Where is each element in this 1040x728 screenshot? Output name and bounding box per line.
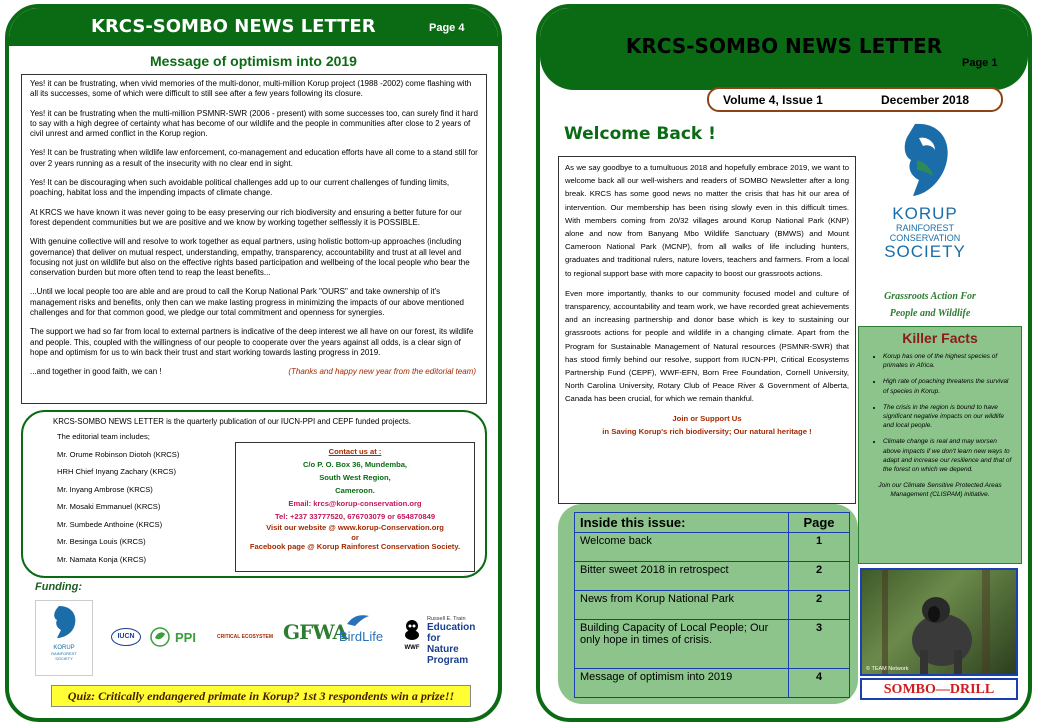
toc-row[interactable] [575, 590, 850, 619]
team-member: Mr. Mosaki Emmanuel (KRCS) [57, 502, 161, 511]
toc-page: 1 [789, 533, 850, 562]
toc-panel [558, 504, 858, 704]
toc-title[interactable]: Welcome back [575, 533, 789, 562]
toc-page: 4 [789, 669, 850, 698]
banner-title: KRCS-SOMBO NEWS LETTER [91, 16, 376, 37]
fact-item: • Climate change is real and may worsen above impacts if we don't learn new ways to adapt and increase our resilience and that of the forest on which we depend. [883, 437, 1015, 474]
info-line: KRCS-SOMBO NEWS LETTER is the quarterly publication of our IUCN-PPI and CEPF funded projects. [53, 417, 411, 426]
korup-logo [870, 120, 980, 290]
korup-small-sub: SOCIETY [55, 656, 73, 661]
fact-item: • The crisis in the region is bound to have significant negative impacts on our wildlife and local people. [883, 403, 1015, 431]
logo-conservation: CONSERVATION [889, 233, 961, 243]
leaf-icon [149, 626, 171, 648]
korup-face-icon [49, 604, 79, 640]
article-paragraph: The support we had so far from local to external partners is indicative of the deep interest we all have on our forest, its wildlife and people. This, coupled with the willingness of our people to cooperate over the years against all odds, is a clear sign of hope and optimism for us to win back their trust and start working towards lasting progress in 2019. [30, 327, 474, 357]
article-paragraph: Yes! it can be frustrating, when vivid memories of the multi-donor, multi-million Korup project (1988 -2002) come flashing with all its successes, some of which were difficult to still see after a few years following its closure. [30, 79, 472, 99]
closing-text: ...and together in good faith, we can ! [30, 367, 162, 377]
join-text: in Saving Korup's rich biodiversity; Our natural heritage ! [602, 426, 812, 436]
toc-title[interactable]: Building Capacity of Local People; Our only hope in times of crisis. [575, 619, 789, 668]
article-paragraph: Yes! It can be discouraging when such avoidable political challenges add up to our current challenges of funding limits, poaching, habitat loss and the impending impacts of climate change. [30, 178, 450, 198]
korup-face-icon [897, 120, 953, 200]
issue-date: December 2018 [881, 93, 970, 107]
iucn-text: IUCN [117, 633, 135, 640]
drill-monkey-icon [862, 570, 1018, 676]
photo-caption-box [860, 678, 1018, 700]
fact-item: • High rate of poaching threatens the survival of species in Korup. [883, 377, 1015, 395]
contact-tel: Tel: +237 33777520, 676703079 or 654870849 [274, 512, 436, 521]
korup-logo-small [35, 600, 93, 676]
wwf-logo [401, 618, 423, 651]
funding-label: Funding: [35, 581, 83, 593]
closing-line [30, 367, 478, 379]
logo-society: SOCIETY [884, 242, 966, 261]
toc-title[interactable]: Bitter sweet 2018 in retrospect [575, 561, 789, 590]
toc-page-heading: Page [789, 513, 850, 533]
toc-heading: Inside this issue: [575, 513, 789, 533]
train-logo [427, 616, 491, 666]
fact-item: • Korup has one of the highest species of primates in Africa. [883, 352, 1015, 370]
toc-row[interactable] [575, 669, 850, 698]
gfwa-logo: GFWA [283, 620, 347, 644]
quiz-banner [51, 685, 471, 707]
join-heading: Join or Support Us [672, 413, 742, 423]
article-paragraph: ...Until we local people too are able and are proud to call the Korup National Park "OURS" and take ownership of it's management risks and benefits, only then can we make lasting progress in minimizing the impacts of our above mentioned challenges and for that common good, we pledge our total commitment and openness for synergies. [30, 287, 465, 318]
page-one [536, 4, 1032, 722]
photo-credit: © TEAM Network [866, 666, 909, 672]
editorial-team [57, 432, 237, 572]
volume-text: Volume 4, Issue 1 [723, 93, 823, 107]
toc-row[interactable] [575, 533, 850, 562]
welcome-paragraph: As we say goodbye to a tumultuous 2018 and hopefully embrace 2019, we want to welcome back all our well-wishers and readers of SOMBO Newsletter after a long break. KRCS has some good news no matter the crisis that has hit our area of intervention. Our membership has been rising slowly even in this difficult times. With members coming from 20/32 villages around Korup National Park (KNP) alone and now from Banyang Mbo Wildlife Sanctuary (BMWS) and Mount Cameroon National Park (MCNP), from all walks of life including hunters, graduates and traditional rulers, nature lovers, teachers and farmers. From a local to regional support base with more capacity to boost our grassroots actions. [565, 163, 849, 278]
contact-facebook: Facebook page @ Korup Rainforest Conservation Society. [249, 542, 461, 551]
article-title: Message of optimism into 2019 [150, 53, 357, 69]
wwf-text: WWF [404, 645, 420, 651]
welcome-title: Welcome Back ! [564, 124, 716, 144]
team-member: HRH Chief Inyang Zachary (KRCS) [57, 467, 177, 476]
article-paragraph: At KRCS we have known it was never going to be easy preserving our rich biodiversity and ensuring a better future for our forest dependent communities but we are positive and we know by working together selflessly it is POSSIBLE. [30, 207, 462, 227]
article-paragraph: Yes! It can be frustrating when wildlife law enforcement, co-management and education efforts have all come to a stand still for over 2 years running as a result of the insecurity with no clear end in sight. [30, 148, 478, 168]
toc-table [574, 512, 850, 698]
contact-email: Email: krcs@korup-conservation.org [288, 499, 422, 508]
masthead-title: KRCS-SOMBO NEWS LETTER [625, 34, 943, 58]
optimism-article [21, 74, 487, 404]
cepf-logo: CRITICAL ECOSYSTEM [217, 634, 274, 640]
page-one-label: Page 1 [962, 57, 998, 69]
toc-title[interactable]: News from Korup National Park [575, 590, 789, 619]
team-member: Mr. Besinga Louis (KRCS) [57, 537, 146, 546]
team-member: Mr. Orume Robinson Diotoh (KRCS) [57, 449, 180, 459]
info-section [21, 410, 487, 578]
toc-table-wrap [574, 512, 850, 698]
closing-thanks: (Thanks and happy new year from the editorial team) [288, 367, 476, 377]
birdlife-text: BirdLife [339, 629, 384, 644]
masthead-band [540, 8, 1028, 90]
welcome-paragraph: Even more importantly, thanks to our community focused model and culture of transparency, accountability and team work, we have recorded great achievements and an increasing partnership and donor base which is key to sustaining our grassroots actions for people and wildlife in a changing climate. Apart from the Program for Sustainable Management of Natural resources (PSMNR-SWR) that has stood firmly behind our resolve, support from IUCN-PPI, Critical Ecosystems Partnership Fund (CEPF), WWF-EFN, Born Free Foundation, Cornell University, North Carolina University, Rotary Club of Peace River & Government of Alberta, Canada has been crucial, for which we remain thankful. [565, 288, 849, 404]
ppi-logo [149, 626, 209, 648]
volume-box [707, 87, 1003, 112]
logo-rainforest: RAINFOREST [895, 223, 954, 233]
contact-website: Visit our website @ www.korup-Conservation.org [266, 523, 444, 532]
team-member: Mr. Namata Konja (KRCS) [57, 554, 147, 564]
funding-logos [29, 596, 489, 682]
welcome-article [558, 156, 856, 504]
iucn-logo [111, 628, 141, 646]
toc-header-row [575, 513, 850, 533]
drill-photo [860, 568, 1018, 676]
facts-list [859, 352, 1015, 474]
contact-heading: Contact us at : [328, 447, 382, 456]
tagline [860, 288, 1000, 322]
contact-address: South West Region, [319, 473, 391, 482]
korup-small-sub: RAINFOREST [51, 651, 77, 656]
photo-caption: SOMBO—DRILL [883, 682, 995, 697]
logo-korup: KORUP [892, 204, 958, 223]
ppi-text: PPI [175, 630, 196, 645]
article-paragraph: With genuine collective will and resolve to work together as equal partners, using holistic bottom-up approaches (including governance) that deliver on mutual respect, understanding, empathy, transparency, accountability and trust at all level and focusing not just on wildlife but also on the effective rights based participation and wellbeing of the local people who bear the conservation burden but more often tend to reap the least benefits... [30, 237, 470, 278]
killer-facts-box [858, 326, 1022, 564]
panda-icon [402, 618, 422, 640]
birdlife-logo [339, 612, 399, 652]
article-paragraph: Yes! it can be frustrating when the multi-million PSMNR-SWR (2006 - present) with some successes too, can surely find it hard to say with a high degree of certainty what has become of our wildlife and the people in communities after close to 2 years of civil unrest and armed conflict in the Korup region. [30, 108, 478, 139]
page-label: Page 4 [429, 22, 465, 34]
contact-address: Cameroon. [335, 486, 375, 495]
page-four [5, 4, 502, 722]
contact-box [235, 442, 475, 572]
train-program: Education for [427, 622, 476, 644]
facts-title: Killer Facts [902, 330, 978, 346]
toc-page: 2 [789, 590, 850, 619]
team-heading: The editorial team includes; [57, 432, 150, 441]
page-four-banner [9, 8, 498, 46]
contact-address: C/o P. O. Box 36, Mundemba, [302, 460, 408, 469]
toc-row[interactable] [575, 561, 850, 590]
toc-row[interactable] [575, 619, 850, 668]
toc-page: 3 [789, 619, 850, 668]
train-name: Russell E. Train [427, 616, 466, 622]
contact-or: or [351, 533, 359, 542]
toc-page: 2 [789, 561, 850, 590]
team-member: Mr. Sumbede Anthoine (KRCS) [57, 519, 163, 529]
bird-icon [345, 612, 371, 628]
korup-small-name: KORUP [53, 645, 75, 651]
quiz-text: Quiz: Critically endangered primate in Korup? 1st 3 respondents win a prize!! [67, 689, 455, 703]
train-program: Nature Program [427, 644, 469, 666]
toc-title[interactable]: Message of optimism into 2019 [575, 669, 789, 698]
tagline-line: People and Wildlife [889, 308, 971, 319]
facts-footer: Join our Climate Sensitive Protected Areas Management (CLISPAM) initiative. [878, 482, 1002, 499]
tagline-line: Grassroots Action For [884, 291, 976, 302]
team-member: Mr. Inyang Ambrose (KRCS) [57, 484, 153, 494]
